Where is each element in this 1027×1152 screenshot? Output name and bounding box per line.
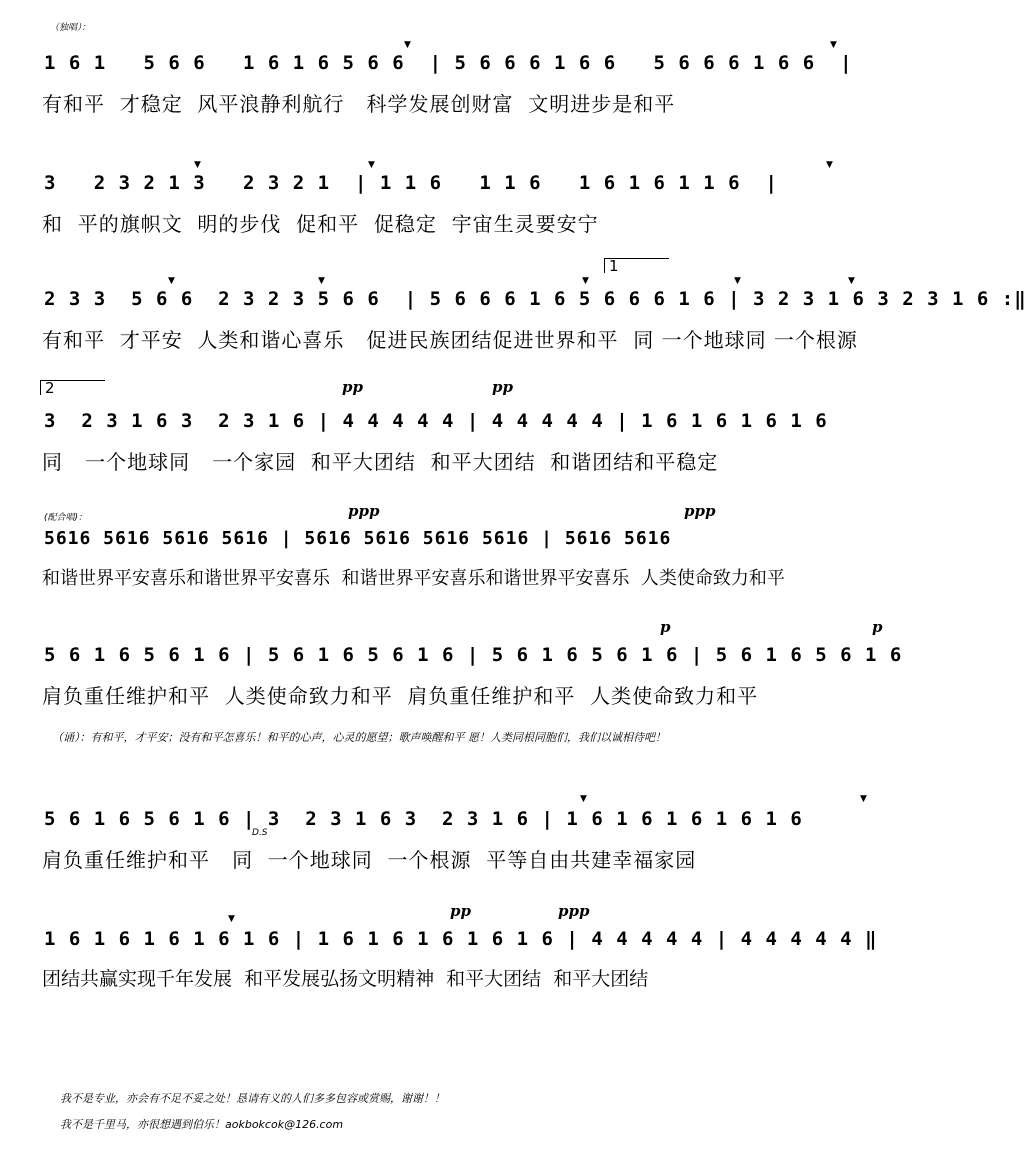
notation-line: 1 6 1 5 6 6 1 6 1 6 5 6 6 | 5 6 6 6 1 6 6 5 6 6 6 1 6 6 | xyxy=(44,52,853,74)
footer-note-1: 我不是专业，亦会有不足不妥之处！恳请有义的人们多多包容或赏赐，谢谢！！ xyxy=(60,1092,445,1105)
dynamic-ppp: ppp xyxy=(558,902,590,920)
notation-line: 1 6 1 6 1 6 1 6 1 6 | 1 6 1 6 1 6 1 6 1 6 | 4 4 4 4 4 | 4 4 4 4 4 ‖ xyxy=(44,928,878,950)
accent-mark: ▼ xyxy=(830,40,837,50)
lyric-line: 和 平的旗帜文 明的步伐 促和平 促稳定 宇宙生灵要安宁 xyxy=(42,212,599,236)
volta-2: 2 xyxy=(40,380,105,395)
volta-1: 1 xyxy=(604,258,669,273)
accent-mark: ▼ xyxy=(848,276,855,286)
accent-mark: ▼ xyxy=(734,276,741,286)
lyric-line: 团结共赢实现千年发展 和平发展弘扬文明精神 和平大团结 和平大团结 xyxy=(42,968,649,990)
notation-line: 3 2 3 1 6 3 2 3 1 6 | 4 4 4 4 4 | 4 4 4 4 4 | 1 6 1 6 1 6 1 6 xyxy=(44,410,828,432)
dynamic-pp: pp xyxy=(450,902,471,920)
dynamic-ppp: ppp xyxy=(348,502,380,520)
notation-line: 5616 5616 5616 5616 | 5616 5616 5616 5616 | 5616 5616 xyxy=(44,528,672,549)
accent-mark: ▼ xyxy=(318,276,325,286)
accent-mark: ▼ xyxy=(826,160,833,170)
accent-mark: ▼ xyxy=(404,40,411,50)
accent-mark: ▼ xyxy=(368,160,375,170)
ds-mark: D.S xyxy=(252,828,268,838)
notation-line: 5 6 1 6 5 6 1 6 | 5 6 1 6 5 6 1 6 | 5 6 1 6 5 6 1 6 | 5 6 1 6 5 6 1 6 xyxy=(44,644,903,666)
lyric-line: 同 一个地球同 一个家园 和平大团结 和平大团结 和谐团结和平稳定 xyxy=(42,450,719,474)
lyric-line: 有和平 才平安 人类和谐心喜乐 促进民族团结促进世界和平 同 一个地球同 一个根源 xyxy=(42,328,858,352)
dynamic-pp: pp xyxy=(492,378,513,396)
notation-line: 2 3 3 5 6 6 2 3 2 3 5 6 6 | 5 6 6 6 1 6 5 6 6 6 1 6 | 3 2 3 1 6 3 2 3 1 6 :‖ xyxy=(44,288,1027,310)
accent-mark: ▼ xyxy=(168,276,175,286)
accent-mark: ▼ xyxy=(228,914,235,924)
choir-label: (配合唱)： xyxy=(44,513,88,523)
recitation-text: （诵）：有和平，才平安；没有和平怎喜乐！和平的心声，心灵的愿望；歌声唤醒和平 愿！人类同根同胞们，我们以诚相待吧！ xyxy=(52,731,666,744)
dynamic-ppp: ppp xyxy=(684,502,716,520)
footer-note-2: 我不是千里马，亦很想遇到伯乐！aokbokcok@126.com xyxy=(60,1118,344,1131)
solo-label: （独唱）： xyxy=(50,23,91,33)
lyric-line: 肩负重任维护和平 人类使命致力和平 肩负重任维护和平 人类使命致力和平 xyxy=(42,684,759,708)
accent-mark: ▼ xyxy=(860,794,867,804)
lyric-line: 和谐世界平安喜乐和谐世界平安喜乐 和谐世界平安喜乐和谐世界平安喜乐 人类使命致力和平 xyxy=(42,568,785,589)
dynamic-p: p xyxy=(872,618,883,636)
notation-line: 3 2 3 2 1 3 2 3 2 1 | 1 1 6 1 1 6 1 6 1 6 1 1 6 | xyxy=(44,172,778,194)
accent-mark: ▼ xyxy=(194,160,201,170)
lyric-line: 有和平 才稳定 风平浪静利航行 科学发展创财富 文明进步是和平 xyxy=(42,92,676,116)
dynamic-p: p xyxy=(660,618,671,636)
notation-line: 5 6 1 6 5 6 1 6 | 3 2 3 1 6 3 2 3 1 6 | 1 6 1 6 1 6 1 6 1 6 xyxy=(44,808,803,830)
dynamic-pp: pp xyxy=(342,378,363,396)
lyric-line: 肩负重任维护和平 同 一个地球同 一个根源 平等自由共建幸福家园 xyxy=(42,848,697,872)
accent-mark: ▼ xyxy=(582,276,589,286)
accent-mark: ▼ xyxy=(580,794,587,804)
